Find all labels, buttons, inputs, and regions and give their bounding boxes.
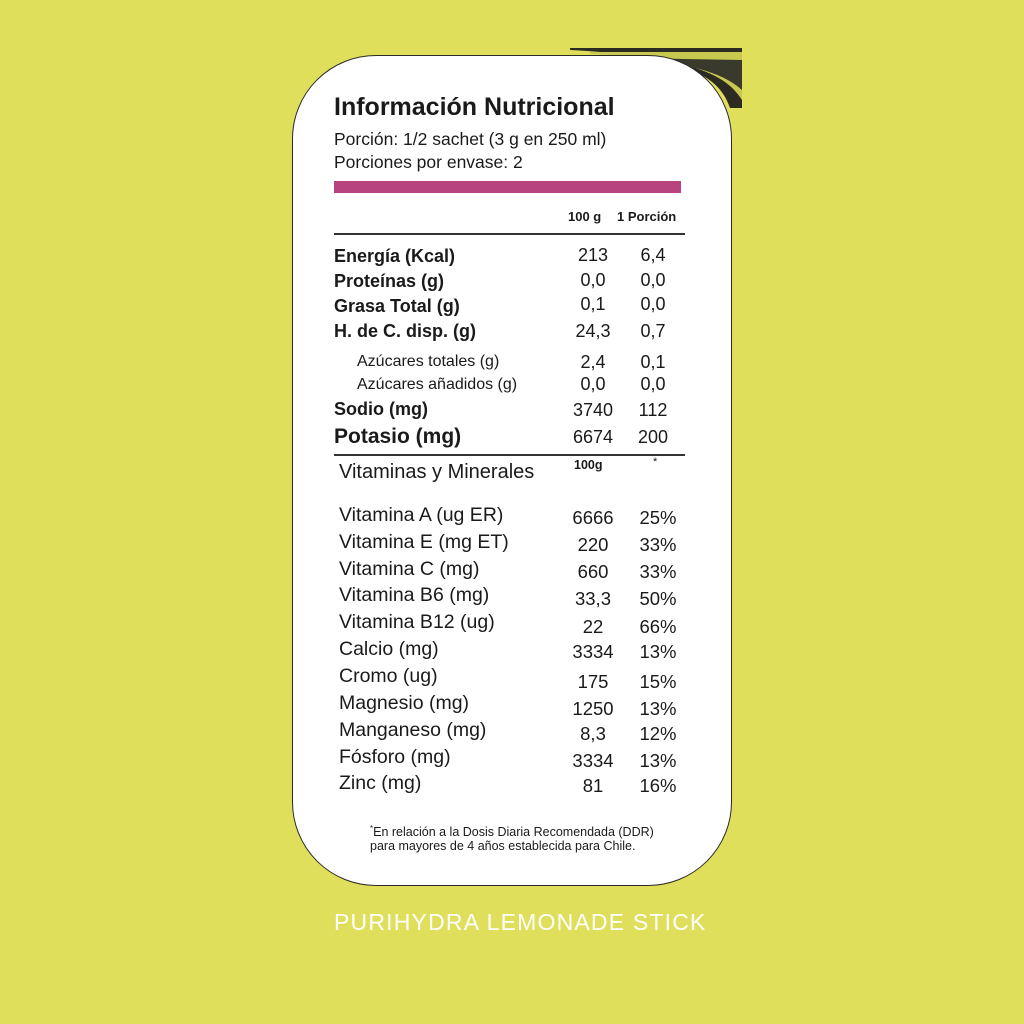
footnote xyxy=(370,822,670,853)
vitamin-value-pct: 25% xyxy=(639,507,677,528)
vitamin-name: Zinc (mg) xyxy=(339,772,422,794)
header-portion: 1 Porción xyxy=(617,209,677,224)
vitamin-value-pct: 13% xyxy=(639,698,677,719)
vitamin-name: Vitamina B12 (ug) xyxy=(339,611,495,633)
servings-text: Porciones por envase: 2 xyxy=(334,152,523,172)
nutrient-value-portion: 6,4 xyxy=(640,245,666,265)
vitamin-value-100g: 660 xyxy=(577,561,609,582)
vitamin-name: Cromo (ug) xyxy=(339,665,438,687)
portion-text: Porción: 1/2 sachet (3 g en 250 ml) xyxy=(334,129,607,149)
nutrient-value-portion: 0,0 xyxy=(640,270,666,290)
vitamin-name: Manganeso (mg) xyxy=(339,719,487,741)
vitamin-name: Fósforo (mg) xyxy=(339,746,451,768)
vitamin-name: Vitamina C (mg) xyxy=(339,558,480,580)
footnote-text: En relación a la Dosis Diaria Recomendada (DDR) para mayores de 4 años establecida para Chile. xyxy=(370,825,654,854)
nutrient-name: Grasa Total (g) xyxy=(334,296,460,316)
vitamins-divider xyxy=(334,454,685,456)
vitamin-value-100g: 3334 xyxy=(572,641,614,662)
vitamins-header-pct: * xyxy=(653,456,658,468)
vitamin-value-pct: 50% xyxy=(639,588,677,609)
nutrient-value-100g: 2,4 xyxy=(580,352,606,372)
nutrient-value-portion: 0,7 xyxy=(640,321,666,341)
subnutrient-name: Azúcares añadidos (g) xyxy=(357,376,518,393)
vitamins-header-100g: 100g xyxy=(574,458,603,472)
nutrient-value-100g: 0,0 xyxy=(580,374,606,394)
nutrient-value-portion: 0,1 xyxy=(640,352,666,372)
nutrient-name: Proteínas (g) xyxy=(334,271,445,291)
vitamin-name: Vitamina A (ug ER) xyxy=(339,504,504,526)
vitamin-value-100g: 6666 xyxy=(572,507,614,528)
vitamin-name: Vitamina B6 (mg) xyxy=(339,584,490,606)
nutrient-value-100g: 3740 xyxy=(572,400,614,420)
vitamin-value-100g: 33,3 xyxy=(574,588,611,609)
vitamin-value-pct: 13% xyxy=(639,641,677,662)
vitamin-value-pct: 66% xyxy=(639,616,677,637)
nutrient-name: Sodio (mg) xyxy=(334,399,428,419)
header-100g: 100 g xyxy=(568,209,602,224)
vitamin-value-pct: 33% xyxy=(639,561,677,582)
vitamin-value-100g: 175 xyxy=(577,671,609,692)
vitamin-value-100g: 1250 xyxy=(572,698,614,719)
nutrient-value-portion: 0,0 xyxy=(640,294,666,314)
vitamin-name: Calcio (mg) xyxy=(339,638,439,660)
footnote-mark: * xyxy=(370,824,374,833)
vitamin-name: Magnesio (mg) xyxy=(339,692,470,714)
nutrient-value-portion: 200 xyxy=(637,427,669,447)
vitamin-value-pct: 16% xyxy=(639,775,677,796)
vitamin-value-100g: 220 xyxy=(577,534,609,555)
nutrient-name: Energía (Kcal) xyxy=(334,246,456,266)
header-divider xyxy=(334,233,685,235)
vitamins-title: Vitaminas y Minerales xyxy=(339,461,535,483)
vitamin-name: Vitamina E (mg ET) xyxy=(339,531,509,553)
vitamin-value-pct: 13% xyxy=(639,750,677,771)
product-name: PURIHYDRA LEMONADE STICK xyxy=(334,909,707,935)
vitamin-value-100g: 3334 xyxy=(572,750,614,771)
nutrient-value-100g: 213 xyxy=(577,245,609,265)
accent-bar xyxy=(334,181,681,193)
vitamin-value-pct: 15% xyxy=(639,671,677,692)
nutrient-value-100g: 0,1 xyxy=(580,294,606,314)
nutrient-value-100g: 0,0 xyxy=(580,270,606,290)
nutrient-value-portion: 112 xyxy=(638,400,668,420)
nutrient-name: H. de C. disp. (g) xyxy=(334,321,476,341)
nutrient-name: Potasio (mg) xyxy=(334,425,462,448)
nutrient-value-100g: 6674 xyxy=(572,427,614,447)
nutrient-value-100g: 24,3 xyxy=(575,321,611,341)
vitamin-value-pct: 12% xyxy=(639,723,677,744)
nutrient-value-portion: 0,0 xyxy=(640,374,666,394)
label-title: Información Nutricional xyxy=(334,93,615,121)
vitamin-value-100g: 8,3 xyxy=(580,723,606,744)
vitamin-value-pct: 33% xyxy=(639,534,677,555)
vitamin-value-100g: 22 xyxy=(582,616,604,637)
vitamin-value-100g: 81 xyxy=(582,775,604,796)
subnutrient-name: Azúcares totales (g) xyxy=(357,353,500,370)
